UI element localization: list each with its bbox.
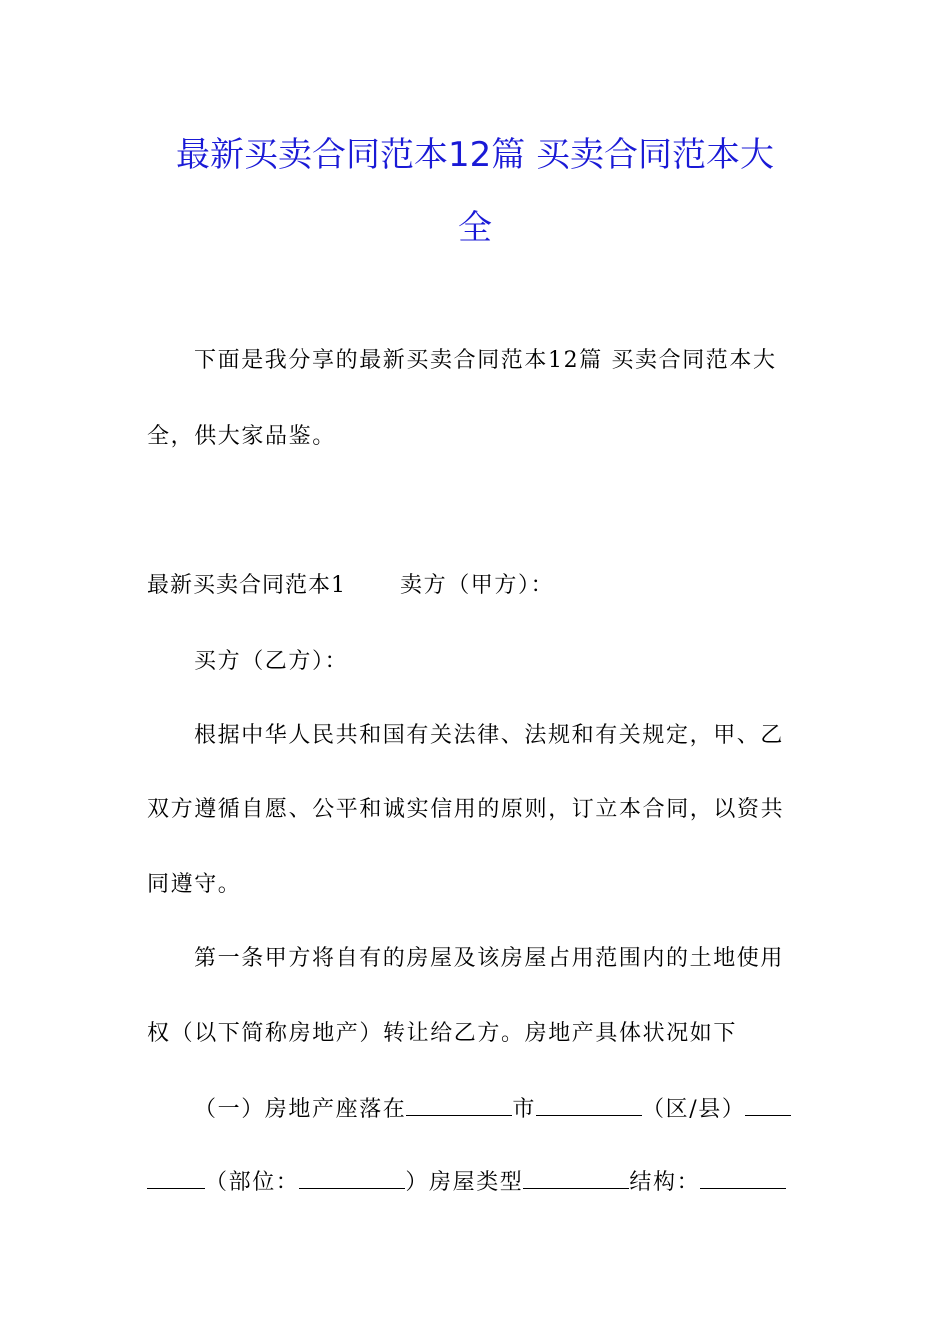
section-heading bbox=[147, 572, 554, 600]
paragraph-1-line-1: 根据中华人民共和国有关法律、法规和有关规定，甲、乙 bbox=[194, 723, 785, 748]
blank-field bbox=[700, 1168, 786, 1189]
paragraph-2-line-2: 权（以下简称房地产）转让给乙方。房地产具体状况如下 bbox=[147, 1021, 738, 1046]
blank-field bbox=[536, 1095, 642, 1116]
item-1-city-text: 市 bbox=[512, 1097, 537, 1122]
intro-line-2: 全，供大家品鉴。 bbox=[147, 424, 336, 449]
blank-field bbox=[147, 1168, 205, 1189]
paragraph-1-line-2: 双方遵循自愿、公平和诚实信用的原则，订立本合同，以资共 bbox=[147, 797, 785, 822]
item-1-structure-text: 结构： bbox=[629, 1170, 701, 1195]
item-1-line-1 bbox=[194, 1095, 791, 1124]
contract-heading: 最新买卖合同范本1 bbox=[147, 573, 346, 598]
paragraph-2-line-1: 第一条甲方将自有的房屋及该房屋占用范围内的土地使用 bbox=[194, 946, 785, 971]
document-title-line-2: 全 bbox=[458, 208, 492, 248]
blank-field bbox=[523, 1168, 629, 1189]
item-1-type-text: ）房屋类型 bbox=[405, 1170, 524, 1195]
item-1-line-2 bbox=[147, 1168, 786, 1197]
seller-label: 卖方（甲方）： bbox=[400, 573, 555, 598]
document-title-line-1: 最新买卖合同范本12篇 买卖合同范本大 bbox=[175, 135, 775, 175]
paragraph-1-line-3: 同遵守。 bbox=[147, 872, 242, 897]
buyer-label: 买方（乙方）： bbox=[194, 649, 349, 674]
blank-field bbox=[406, 1095, 512, 1116]
item-1-location-text: （一）房地产座落在 bbox=[194, 1097, 407, 1122]
blank-field bbox=[299, 1168, 405, 1189]
blank-field bbox=[745, 1095, 791, 1116]
item-1-district-text: （区/县） bbox=[642, 1097, 746, 1122]
intro-line-1: 下面是我分享的最新买卖合同范本12篇 买卖合同范本大 bbox=[194, 348, 777, 373]
item-1-part-text: （部位： bbox=[205, 1170, 300, 1195]
